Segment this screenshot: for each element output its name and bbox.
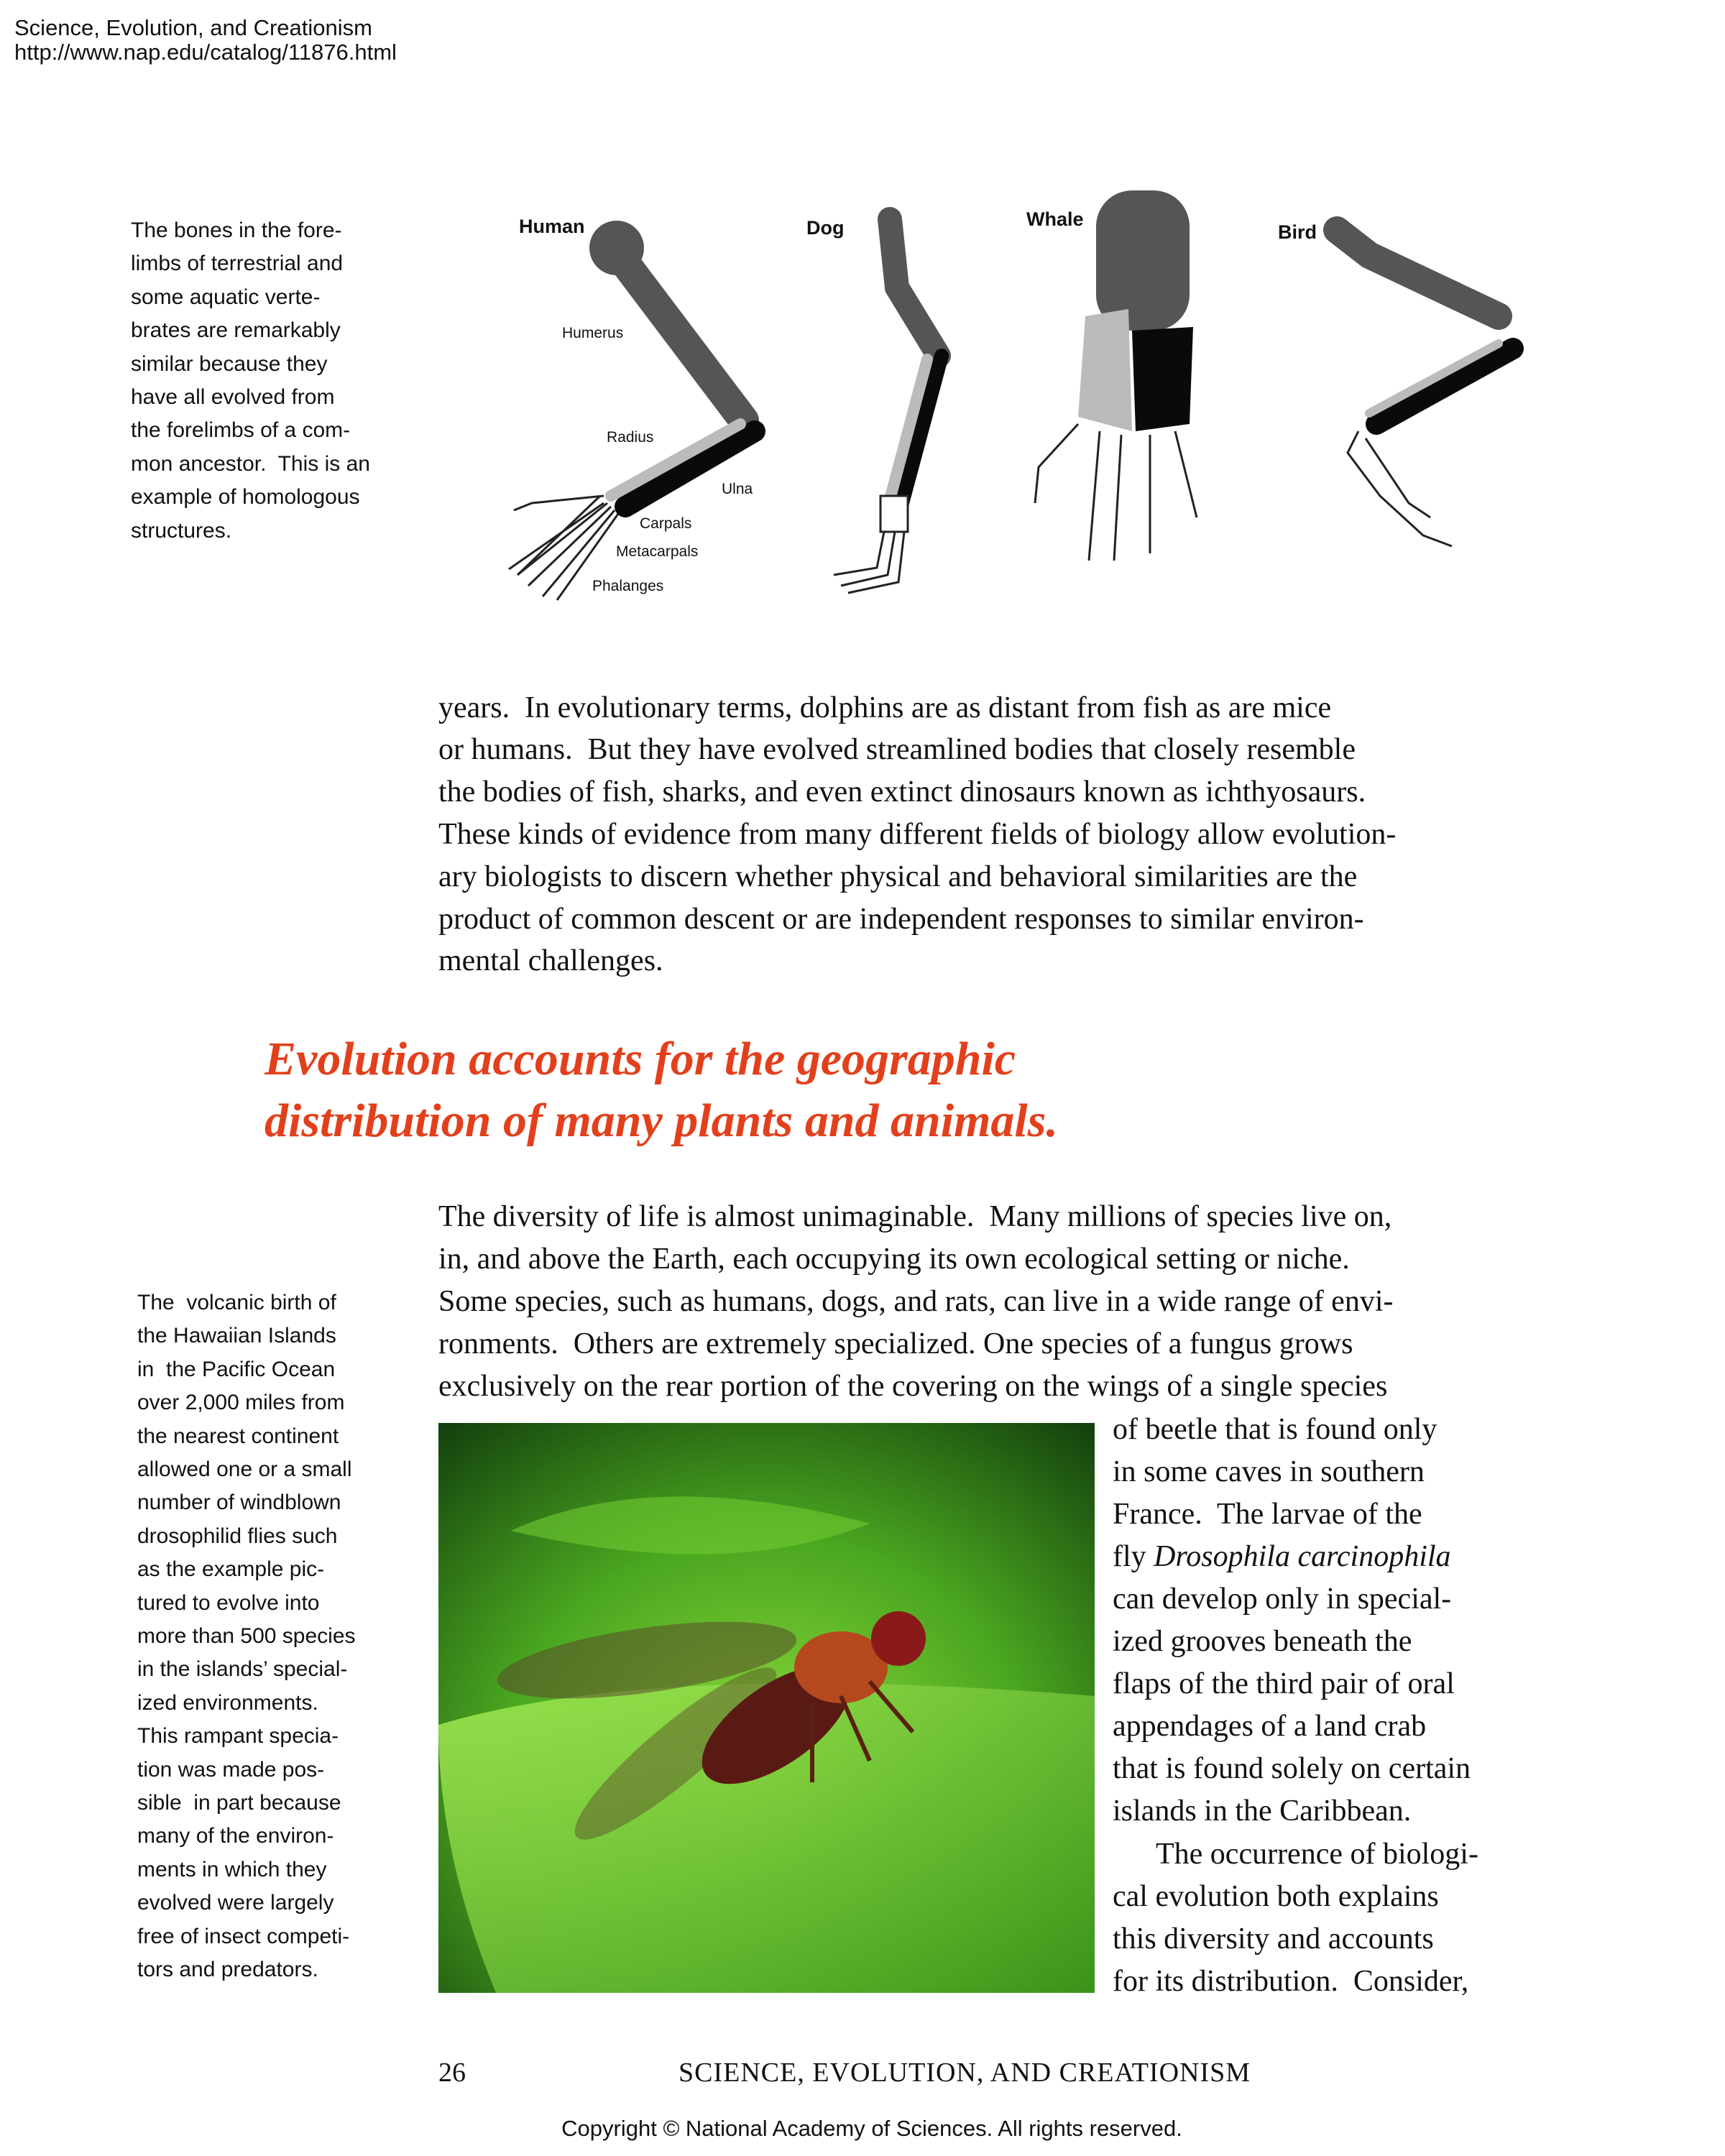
whale-ulna bbox=[1132, 327, 1193, 431]
caption-line: the Hawaiian Islands bbox=[137, 1324, 336, 1348]
bone-label-radius: Radius bbox=[607, 429, 654, 446]
paragraph-line: Some species, such as humans, dogs, and rats, can live in a wide range of envi- bbox=[438, 1285, 1394, 1318]
caption-line: brates are remarkably bbox=[131, 318, 341, 342]
bone-label-humerus: Humerus bbox=[562, 325, 624, 341]
paragraph-line: ronments. Others are extremely specialized. One species of a fungus grows bbox=[438, 1327, 1353, 1360]
paragraph-line: exclusively on the rear portion of the covering on the wings of a single species bbox=[438, 1370, 1388, 1403]
whale-flipper bbox=[1035, 190, 1197, 561]
paragraph-line: ized grooves beneath the bbox=[1113, 1625, 1412, 1658]
caption-line: the nearest continent bbox=[137, 1424, 339, 1448]
document-url[interactable]: http://www.nap.edu/catalog/11876.html bbox=[14, 40, 397, 65]
bird-ulna bbox=[1376, 349, 1513, 424]
caption-line: example of homologous bbox=[131, 485, 360, 509]
paragraph-line: The occurrence of biologi- bbox=[1156, 1838, 1478, 1871]
caption-line: tion was made pos- bbox=[137, 1758, 325, 1782]
running-title: SCIENCE, EVOLUTION, AND CREATIONISM bbox=[678, 2058, 1251, 2088]
heading-line: Evolution accounts for the geographic bbox=[264, 1033, 1016, 1085]
paragraph-line: islands in the Caribbean. bbox=[1113, 1795, 1412, 1828]
species-name: Drosophila carcinophila bbox=[1154, 1540, 1451, 1573]
bird-humerus bbox=[1337, 230, 1499, 316]
whale-humerus bbox=[1096, 190, 1190, 331]
paragraph-line: can develop only in special- bbox=[1113, 1583, 1452, 1616]
paragraph-line: in, and above the Earth, each occupying its own ecological setting or niche. bbox=[438, 1243, 1350, 1276]
paragraph-line: These kinds of evidence from many different fields of biology allow evolution- bbox=[438, 818, 1397, 851]
bone-label-phalanges: Phalanges bbox=[592, 578, 664, 594]
paragraph-line: for its distribution. Consider, bbox=[1113, 1965, 1469, 1998]
caption-line: similar because they bbox=[131, 352, 328, 376]
caption-line: some aquatic verte- bbox=[131, 285, 321, 309]
human-humerus-head bbox=[589, 221, 644, 275]
caption-line: ments in which they bbox=[137, 1858, 327, 1881]
caption-line: mon ancestor. This is an bbox=[131, 452, 370, 476]
caption-line: over 2,000 miles from bbox=[137, 1391, 345, 1414]
paragraph-line: years. In evolutionary terms, dolphins are as distant from fish as are mice bbox=[438, 691, 1332, 724]
caption-line: drosophilid flies such bbox=[137, 1524, 338, 1548]
paragraph-line: flaps of the third pair of oral bbox=[1113, 1667, 1455, 1700]
paragraph-line: in some caves in southern bbox=[1113, 1455, 1425, 1488]
drosophila-photo bbox=[438, 1423, 1095, 1993]
paragraph-line: mental challenges. bbox=[438, 944, 663, 977]
bone-label-ulna: Ulna bbox=[722, 481, 753, 497]
paragraph-line: or humans. But they have evolved streamlined bodies that closely resemble bbox=[438, 733, 1356, 766]
caption-line: free of insect competi- bbox=[137, 1925, 350, 1948]
paragraph-line: fly Drosophila carcinophila bbox=[1113, 1540, 1451, 1573]
paragraph-line: of beetle that is found only bbox=[1113, 1413, 1438, 1446]
dog-humerus bbox=[890, 219, 939, 356]
paragraph-line: The diversity of life is almost unimaginable. Many millions of species live on, bbox=[438, 1200, 1392, 1233]
caption-line: in the Pacific Ocean bbox=[137, 1358, 336, 1381]
caption-line: structures. bbox=[131, 519, 232, 543]
document-title: Science, Evolution, and Creationism bbox=[14, 15, 372, 40]
caption-line: in the islands’ special- bbox=[137, 1657, 348, 1681]
page-number: 26 bbox=[438, 2058, 466, 2088]
caption-line: number of windblown bbox=[137, 1491, 341, 1514]
paragraph-line: the bodies of fish, sharks, and even extinct dinosaurs known as ichthyosaurs. bbox=[438, 775, 1366, 808]
paragraph-line: ary biologists to discern whether physical and behavioral similarities are the bbox=[438, 860, 1358, 893]
dog-paw bbox=[834, 496, 908, 593]
figure-label-human: Human bbox=[519, 216, 585, 237]
whale-radius bbox=[1078, 309, 1132, 431]
dog-forelimb bbox=[834, 219, 942, 593]
paragraph-line: product of common descent or are independent responses to similar environ- bbox=[438, 903, 1364, 936]
caption-line: tured to evolve into bbox=[137, 1591, 320, 1615]
caption-line: evolved were largely bbox=[137, 1891, 334, 1915]
caption-line: ized environments. bbox=[137, 1691, 318, 1715]
paragraph-line: that is found solely on certain bbox=[1113, 1752, 1471, 1785]
caption-line: This rampant specia- bbox=[137, 1724, 339, 1748]
copyright-notice: Copyright © National Academy of Sciences. All rights reserved. bbox=[561, 2116, 1182, 2141]
caption-line: tors and predators. bbox=[137, 1958, 318, 1981]
caption-line: the forelimbs of a com- bbox=[131, 418, 351, 442]
heading-line: distribution of many plants and animals. bbox=[264, 1095, 1058, 1147]
bird-wing bbox=[1337, 230, 1513, 546]
caption-line: have all evolved from bbox=[131, 385, 335, 409]
paragraph-line: appendages of a land crab bbox=[1113, 1710, 1427, 1743]
caption-line: sible in part because bbox=[137, 1791, 341, 1815]
caption-line: allowed one or a small bbox=[137, 1457, 352, 1481]
figure-label-bird: Bird bbox=[1278, 221, 1317, 243]
paragraph-line: cal evolution both explains bbox=[1113, 1880, 1439, 1913]
caption-line: limbs of terrestrial and bbox=[131, 252, 344, 275]
caption-line: as the example pic- bbox=[137, 1557, 325, 1581]
bird-hand bbox=[1348, 431, 1452, 546]
figure-label-dog: Dog bbox=[806, 217, 845, 239]
caption-line: many of the environ- bbox=[137, 1824, 334, 1848]
caption-line: The bones in the fore- bbox=[131, 218, 342, 242]
bone-label-metacarpals: Metacarpals bbox=[616, 543, 699, 560]
caption-line: more than 500 species bbox=[137, 1624, 356, 1648]
bone-label-carpals: Carpals bbox=[640, 515, 692, 532]
whale-digits bbox=[1035, 424, 1197, 561]
paragraph-line: this diversity and accounts bbox=[1113, 1922, 1434, 1955]
caption-line: The volcanic birth of bbox=[137, 1291, 336, 1314]
paragraph-line: France. The larvae of the bbox=[1113, 1498, 1422, 1531]
figure-label-whale: Whale bbox=[1026, 208, 1084, 230]
